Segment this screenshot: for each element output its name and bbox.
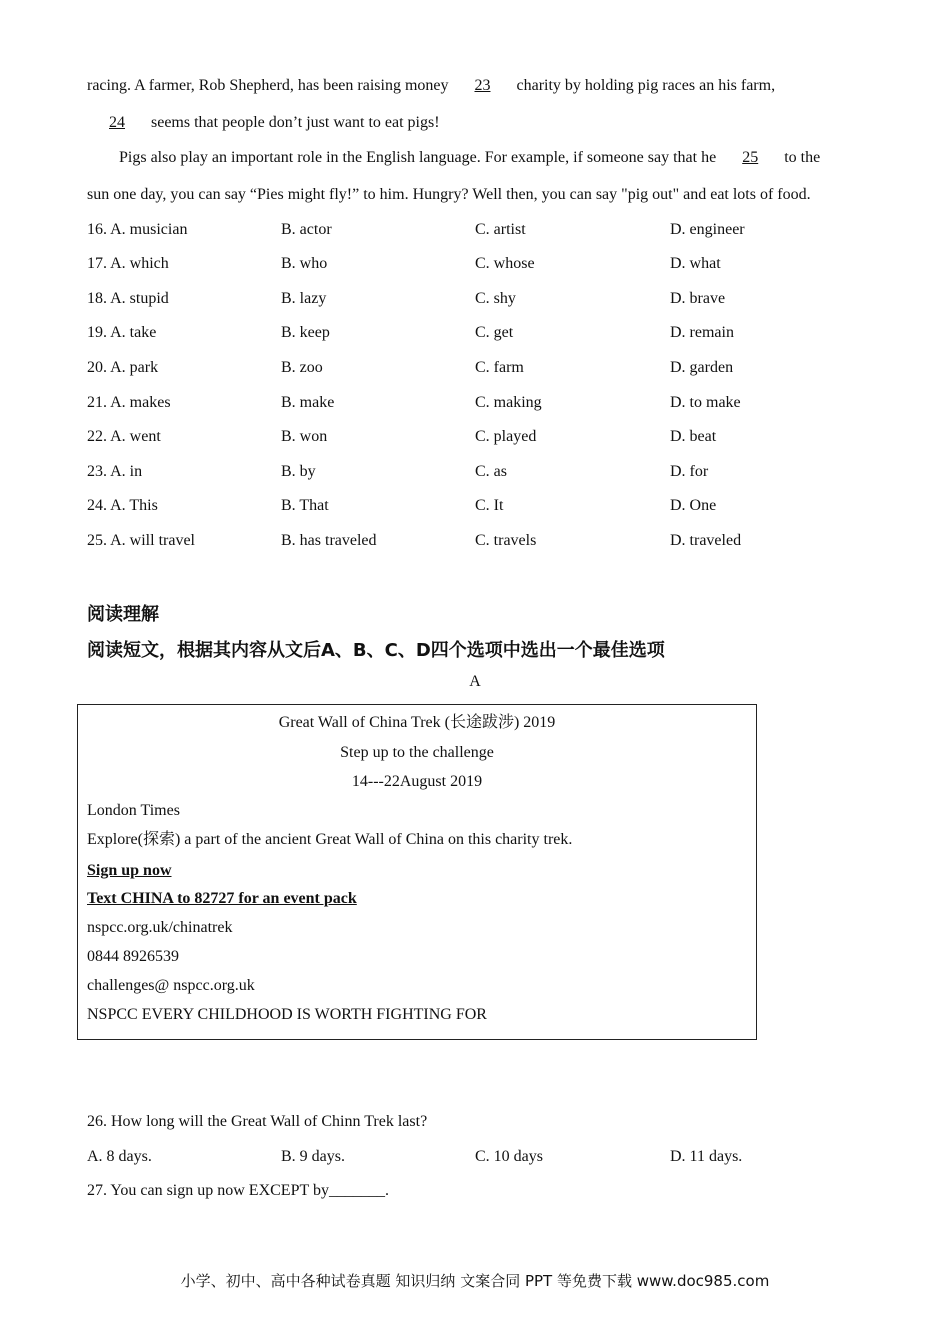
passage-line-1 — [87, 76, 775, 96]
ad-box — [77, 704, 757, 1040]
option-a: 21. A. makes — [87, 394, 171, 411]
option-c: C. shy — [475, 290, 516, 307]
blank-24: 24 — [109, 114, 125, 131]
ad-title: Great Wall of China Trek (长途跋涉) 2019 — [278, 714, 556, 731]
signup-link[interactable]: Sign up now — [87, 862, 172, 879]
option-c: C. get — [475, 324, 514, 341]
option-a: A. 8 days. — [87, 1148, 152, 1165]
option-b: B. won — [281, 428, 328, 445]
option-b: B. actor — [281, 221, 332, 238]
option-a: 24. A. This — [87, 497, 158, 514]
option-c: C. farm — [475, 359, 524, 376]
option-d: D. what — [670, 255, 721, 272]
ad-email: challenges@ nspcc.org.uk — [87, 977, 255, 994]
section-title: 阅读理解 — [87, 604, 159, 625]
blank-25: 25 — [742, 149, 759, 166]
option-a: 16. A. musician — [87, 221, 188, 238]
option-b: B. by — [281, 463, 316, 480]
ad-phone: 0844 8926539 — [87, 948, 179, 965]
option-c: C. as — [475, 463, 507, 480]
option-d: D. 11 days. — [670, 1148, 743, 1165]
passage-text: seems that people don’t just want to eat pigs! — [147, 114, 440, 131]
option-b: B. 9 days. — [281, 1148, 345, 1165]
ad-subtitle: Step up to the challenge — [340, 744, 494, 761]
option-d: D. One — [670, 497, 717, 514]
ad-explore: Explore(探索) a part of the ancient Great Wall of China on this charity trek. — [87, 831, 573, 848]
option-b: B. has traveled — [281, 532, 377, 549]
footer-text: 小学、初中、高中各种试卷真题 知识归纳 文案合同 PPT 等免费下载 www.doc985.com — [180, 1272, 770, 1290]
option-a: 23. A. in — [87, 463, 143, 480]
option-d: D. remain — [670, 324, 734, 341]
section-instruction: 阅读短文，根据其内容从文后A、B、C、D四个选项中选出一个最佳选项 — [87, 640, 665, 661]
option-a: 25. A. will travel — [87, 532, 195, 549]
ad-website: nspcc.org.uk/chinatrek — [87, 919, 233, 936]
passage-text: charity by holding pig races an his farm, — [512, 77, 776, 94]
option-a: 18. A. stupid — [87, 290, 169, 307]
option-a: 20. A. park — [87, 359, 159, 376]
option-d: D. engineer — [670, 221, 745, 238]
option-d: D. for — [670, 463, 709, 480]
option-d: D. to make — [670, 394, 741, 411]
text-offer-link[interactable]: Text CHINA to 82727 for an event pack — [87, 890, 357, 907]
option-b: B. That — [281, 497, 329, 514]
option-b: B. who — [281, 255, 328, 272]
option-d: D. brave — [670, 290, 726, 307]
option-d: D. traveled — [670, 532, 742, 549]
option-c: C. played — [475, 428, 537, 445]
option-c: C. artist — [475, 221, 526, 238]
option-b: B. zoo — [281, 359, 323, 376]
option-a: 17. A. which — [87, 255, 169, 272]
option-c: C. 10 days — [475, 1148, 543, 1165]
passage-text: to the — [780, 149, 821, 166]
passage-line-2 — [87, 113, 440, 133]
passage-line-4: sun one day, you can say “Pies might fly!” to him. Hungry? Well then, you can say "pig out" and eat lots of food. — [87, 186, 811, 203]
option-c: C. travels — [475, 532, 537, 549]
option-d: D. beat — [670, 428, 717, 445]
option-c: C. It — [475, 497, 504, 514]
ad-source: London Times — [87, 802, 180, 819]
option-c: C. whose — [475, 255, 535, 272]
option-b: B. make — [281, 394, 335, 411]
option-d: D. garden — [670, 359, 734, 376]
passage-text: Pigs also play an important role in the English language. For example, if someone say that he — [119, 149, 721, 166]
option-b: B. lazy — [281, 290, 327, 307]
question-27: 27. You can sign up now EXCEPT by_______. — [87, 1182, 389, 1199]
passage-label: A — [469, 673, 481, 690]
option-b: B. keep — [281, 324, 330, 341]
option-c: C. making — [475, 394, 542, 411]
question-26: 26. How long will the Great Wall of Chinn Trek last? — [87, 1113, 428, 1130]
passage-text: racing. A farmer, Rob Shepherd, has been raising money — [87, 77, 453, 94]
blank-23: 23 — [474, 77, 491, 94]
ad-slogan: NSPCC EVERY CHILDHOOD IS WORTH FIGHTING FOR — [87, 1006, 487, 1023]
option-a: 19. A. take — [87, 324, 157, 341]
passage-line-3 — [119, 148, 820, 168]
ad-dates: 14---22August 2019 — [351, 773, 483, 790]
option-a: 22. A. went — [87, 428, 161, 445]
